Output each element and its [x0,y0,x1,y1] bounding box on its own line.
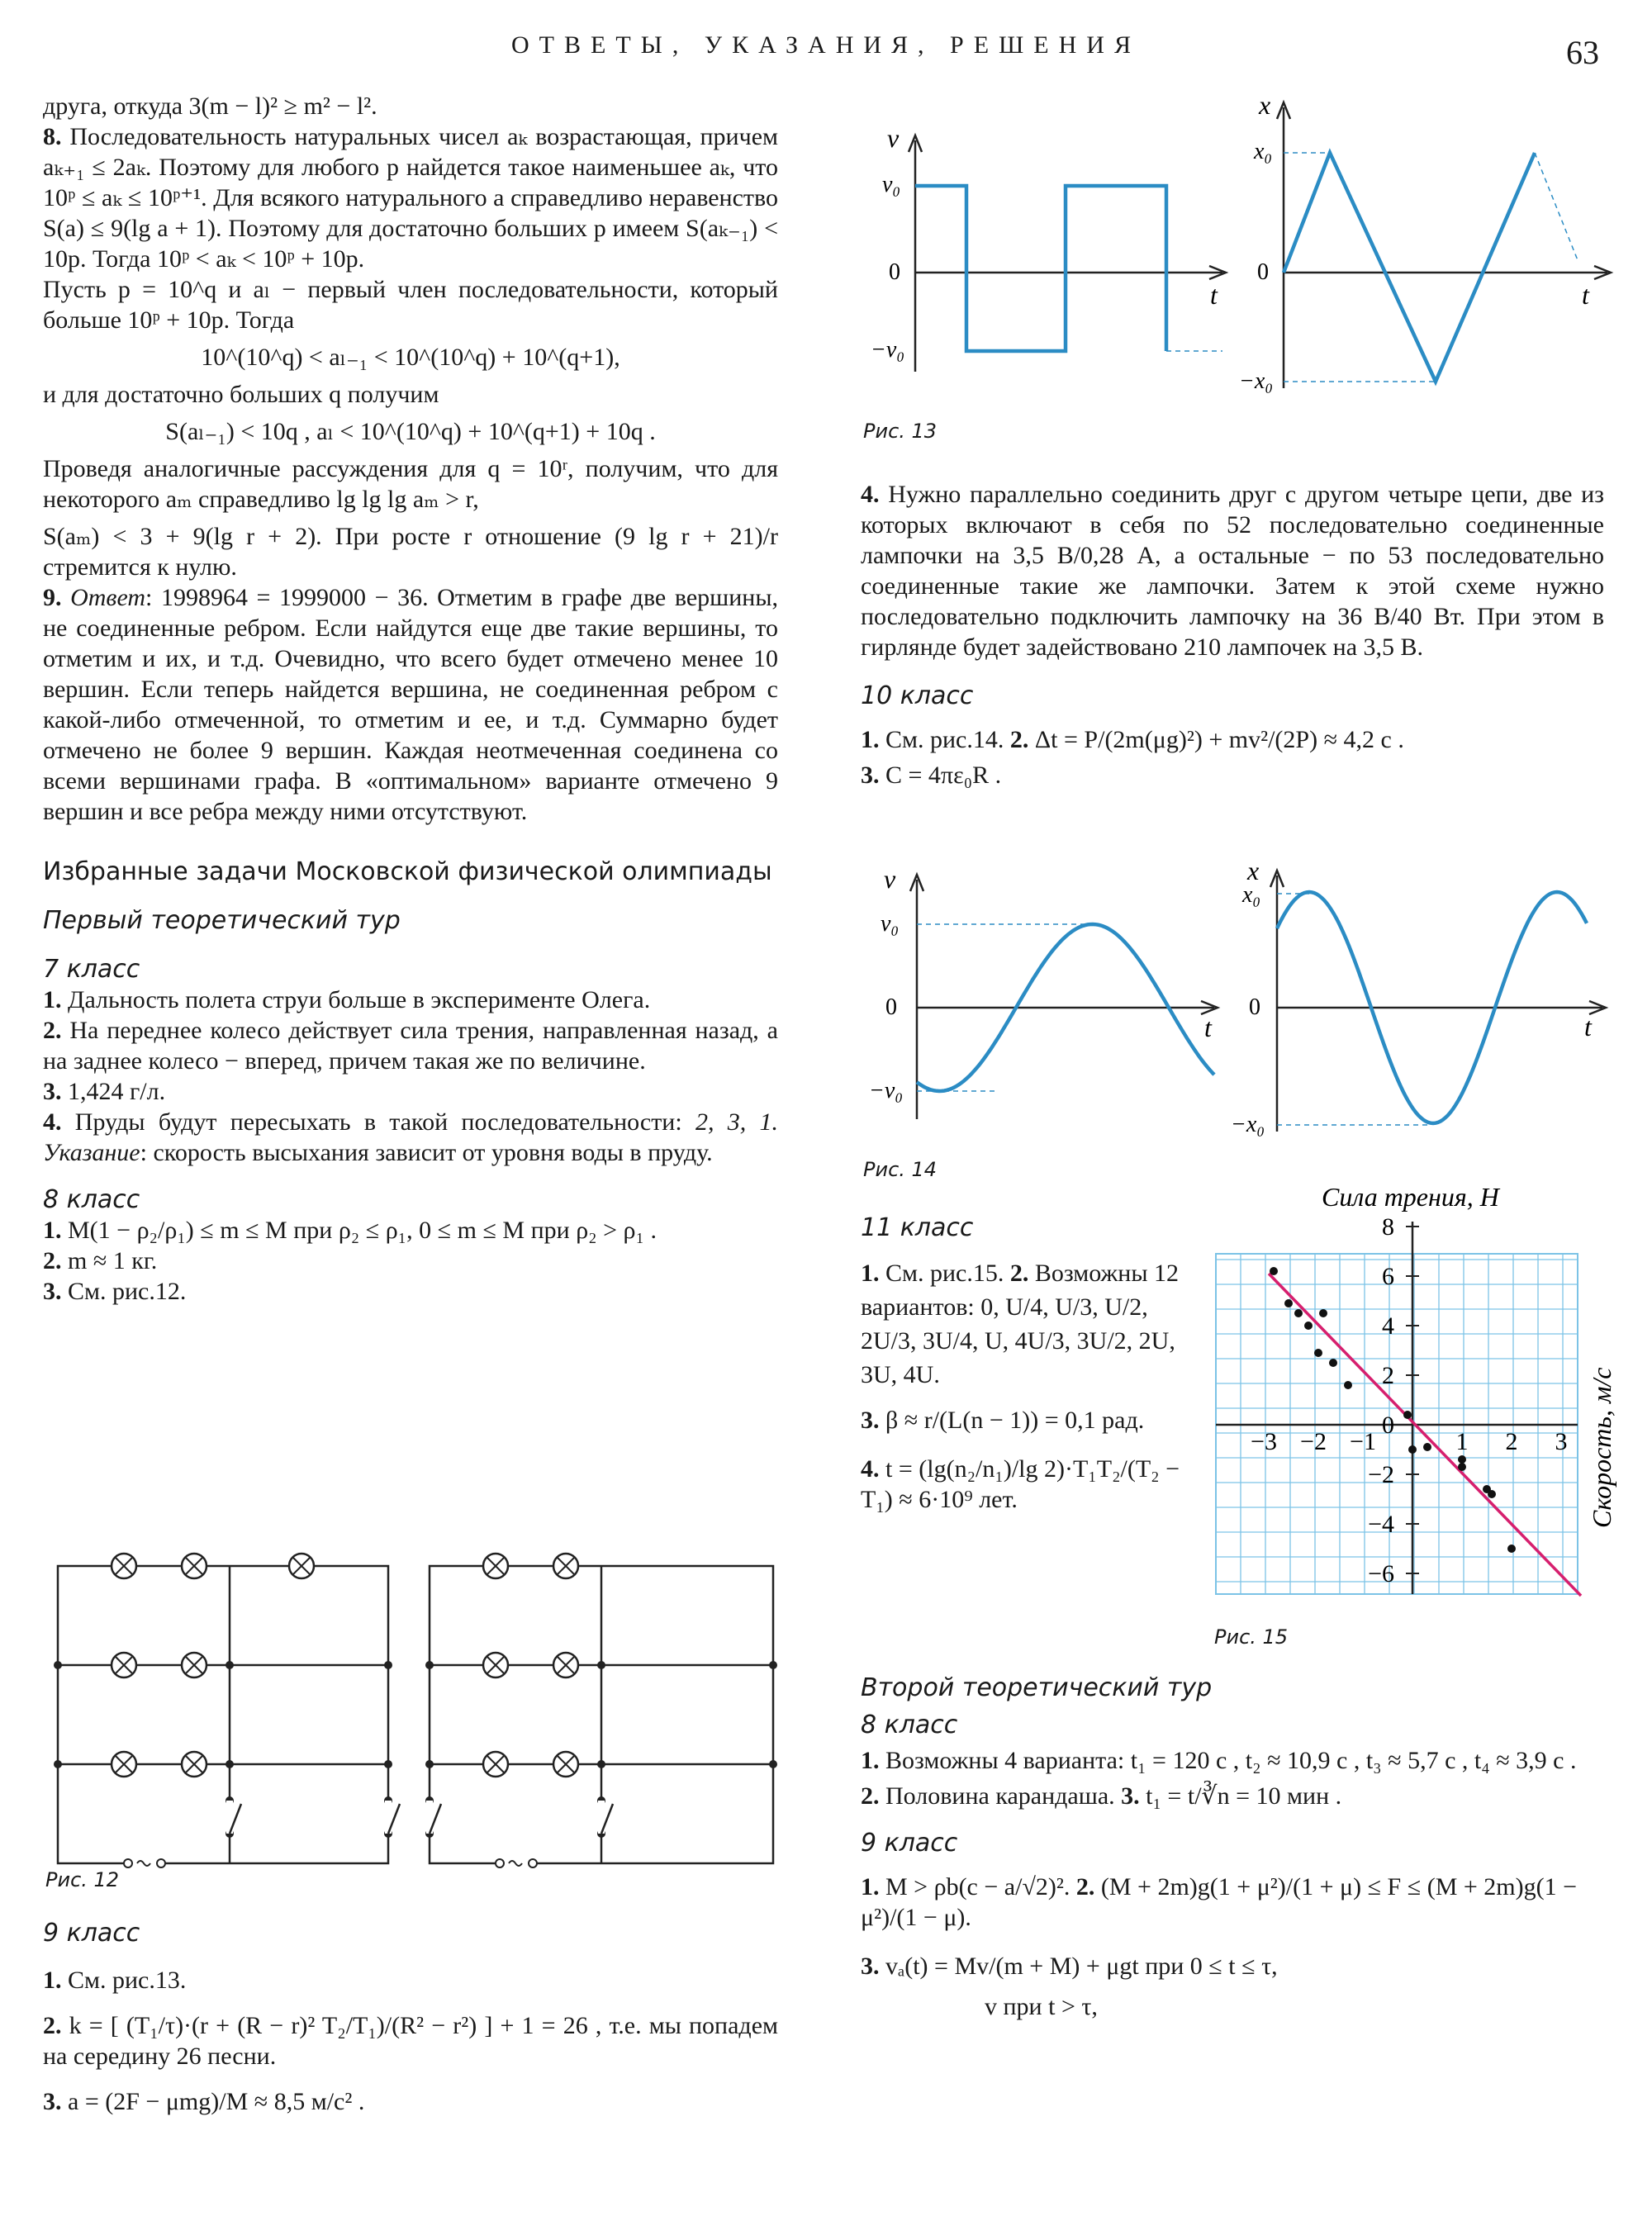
lamp-icon [182,1554,206,1578]
paragraph: 8. Последовательность натуральных чисел aₖ возрастающая, причем aₖ₊₁ ≤ 2aₖ. Поэтому для любого p найдется такое наименьшее aₖ, что 10ᵖ ≤ aₖ ≤ 10ᵖ⁺¹. Для всякого натурального a справедливо неравенство S(a) ≤ 9(lg a + 1). Поэтому для достаточно больших p имеем S(aₖ₋₁) < 10p. Тогда 10ᵖ < aₖ < 10ᵖ + 10p. [43,123,778,273]
lamp-icon [553,1653,578,1677]
switch-icons [230,1804,613,1834]
y-tick-label: 4 [1382,1312,1394,1340]
right-column-middle [861,1212,1191,1515]
y-tick-label: −6 [1368,1560,1394,1587]
data-point [1319,1309,1327,1317]
answer-item: 4. t = (lg(n₂/n₁)/lg 2)·T₁T₂/(T₂ − T₁) ≈ 6·10⁹ лет. [861,1455,1180,1513]
lamp-icon [483,1554,508,1578]
lamp-icon [112,1554,136,1578]
answer-item: 3. 1,424 г/л. [43,1078,166,1105]
answer-item: 1. См. рис.15. 2. Возможны 12 вариантов: 0, U/4, U/3, U/2, 2U/3, 3U/4, U, 4U/3, 3U/2, 2U, 3U, 4U. [861,1260,1179,1388]
answer-item: 3. β ≈ r/(L(n − 1)) = 0,1 рад. [861,1407,1145,1434]
answer-item: 1. См. рис.14. 2. Δt = P/(2m(μg)²) + mv²/(2P) ≈ 4,2 с . [861,726,1404,753]
answer-item: 2. k = [ (T₁/τ)·(r + (R − r)² T₂/T₁)/(R² − r²) ] + 1 = 26 , т.е. мы попадем на середину 26 песни. [43,2012,778,2070]
axis-tick-v0: v₀ [881,911,900,937]
axis-label-t: t [1582,280,1589,310]
running-title: ОТВЕТЫ, УКАЗАНИЯ, РЕШЕНИЯ [511,31,1141,59]
figure-caption: Рис. 15 [1214,1625,1289,1649]
lamp-icon [483,1752,508,1777]
answer-item: 1. Возможны 4 варианта: t₁ = 120 с , t₂ ≈ 10,9 с , t₃ ≈ 5,7 с , t₄ ≈ 3,9 с . [861,1747,1577,1774]
chart-xlabel: Скорость, м/с [1587,1367,1616,1528]
axis-tick-x0: x₀ [1242,882,1261,908]
x-tick-label: −3 [1251,1428,1277,1455]
answer-item: 2. На переднее колесо действует сила трения, направленная назад, а на заднее колесо − вперед, причем такая же по величине. [43,1017,778,1075]
data-point [1270,1267,1278,1275]
lamp-icon [182,1752,206,1777]
data-point [1488,1490,1496,1498]
y-tick-label: 0 [1382,1412,1394,1439]
data-point [1408,1445,1417,1454]
answer-item: 1. См. рис.13. [43,1967,187,1994]
figure-caption: Рис. 14 [863,1158,938,1181]
paragraph: Пусть p = 10^q и aₗ − первый член последовательности, который больше 10ᵖ + 10p. Тогда [43,276,778,334]
axis-label-t: t [1210,280,1218,310]
axis-label-x: x [1247,856,1260,885]
axis-tick-zero: 0 [1249,994,1260,1020]
lamp-icon [289,1554,314,1578]
data-point [1294,1309,1303,1317]
axis-tick-v0: v₀ [882,172,901,197]
data-point [1284,1299,1293,1307]
formula: S(aₗ₋₁) < 10q , aₗ < 10^(10^q) + 10^(q+1) + 10q . [165,418,656,445]
figure-13-velocity-graph [859,124,1222,388]
answer-item: 3. См. рис.12. [43,1278,187,1305]
lamp-icon [112,1653,136,1677]
lamp-icon [553,1554,578,1578]
figure-caption: Рис. 13 [863,420,938,443]
lamp-icon [182,1653,206,1677]
axis-label-v: v [884,864,896,894]
grade-title: 8 класс [861,1711,958,1739]
data-point [1423,1443,1431,1451]
section-title: Избранные задачи Московской физической олимпиады [43,857,772,886]
data-point [1304,1322,1313,1330]
axis-tick-x0: x₀ [1254,139,1273,164]
round-title: Второй теоретический тур [861,1673,1213,1702]
lamp-icon [553,1752,578,1777]
answer-item: 1. Дальность полета струи больше в эксперименте Олега. [43,986,651,1013]
x-tick-label: 3 [1555,1428,1568,1455]
axis-tick-minus-x0: −x₀ [1239,368,1274,394]
axis-label-t: t [1204,1013,1212,1042]
figure-14-position-graph [1231,856,1619,1140]
formula: 10^(10^q) < aₗ₋₁ < 10^(10^q) + 10^(q+1), [201,344,620,371]
paragraph: друга, откуда 3(m − l)² ≥ m² − l². [43,93,377,120]
axis-label-v: v [887,123,900,153]
paragraph: 9. Ответ: 1998964 = 1999000 − 36. Отметим в графе две вершины, не соединенные ребром. Если найдутся еще две такие вершины, то отметим и их, и т.д. Очевидно, что всего будет отмечено менее 10 вершин. Если теперь найдется вершина, не соединенная ребром с какой-либо отмеченной, то отметим и ее, и т.д. Суммарно будет отмечено не более 9 вершин. Каждая неотмеченная соединена со всеми вершинами графа. В «оптимальном» варианте отмечено 9 вершин и все ребра между ними отсутствуют. [43,584,779,825]
axis-tick-zero: 0 [1257,259,1269,285]
x-tick-label: 1 [1455,1428,1469,1455]
round-title: Первый теоретический тур [43,906,401,935]
data-point [1458,1455,1466,1464]
answer-item: 1. M(1 − ρ₂/ρ₁) ≤ m ≤ M при ρ₂ ≤ ρ₁, 0 ≤ m ≤ M при ρ₂ > ρ₁ . [43,1217,657,1244]
x-tick-label: −2 [1300,1428,1327,1455]
data-point [1344,1381,1352,1389]
answer-item: 4. Пруды будут пересыхать в такой последовательности: 2, 3, 1. Указание: скорость высыхания зависит от уровня воды в пруду. [43,1108,779,1166]
answer-item: 3. vₐ(t) = Mv/(m + M) + μgt при 0 ≤ t ≤ τ, [861,1953,1278,1980]
lamp-icon [483,1653,508,1677]
right-column-bottom [861,1673,1604,2022]
answer-item: 2. Половина карандаша. 3. t₁ = t/∛n = 10 мин . [861,1782,1342,1810]
right-column-top [861,479,1604,790]
answer-item: 3. a = (2F − μmg)/M ≈ 8,5 м/с² . [43,2088,365,2115]
data-point [1458,1463,1466,1471]
data-point [1507,1545,1516,1553]
chart-ylabel: Сила трения, Н [1322,1182,1499,1212]
y-tick-label: 8 [1382,1213,1394,1241]
axis-tick-zero: 0 [885,994,897,1020]
y-tick-label: 6 [1382,1263,1394,1290]
y-tick-label: −2 [1368,1461,1394,1488]
answer-item: 2. m ≈ 1 кг. [43,1247,158,1274]
figure-caption: Рис. 12 [45,1868,120,1891]
paragraph: Проведя аналогичные рассуждения для q = 10ʳ, получим, что для некоторого aₘ справедливо lg lg lg aₘ > r, [43,455,778,513]
axis-tick-zero: 0 [889,259,900,285]
answer-item: 3. C = 4πε₀R . [861,762,1002,789]
grade-title: 9 класс [43,1919,140,1948]
paragraph: и для достаточно больших q получим [43,381,439,408]
left-column [43,91,778,1307]
axis-label-x: x [1259,90,1271,120]
paragraph: S(aₘ) < 3 + 9(lg r + 2). При росте r отношение (9 lg r + 21)/r стремится к нулю. [43,523,778,581]
axis-tick-minus-v0: −v₀ [871,337,905,363]
y-tick-label: −4 [1368,1511,1394,1538]
figure-14-velocity-graph [851,863,1214,1136]
axis-label-t: t [1584,1012,1592,1042]
left-column-bottom [43,1918,778,2117]
figure-13-position-graph [1239,91,1619,405]
axis-tick-minus-x0: −x₀ [1231,1112,1265,1137]
grade-title: 9 класс [861,1829,958,1858]
x-tick-label: −1 [1350,1428,1376,1455]
figure-12-circuits [50,1553,785,1867]
y-tick-label: 2 [1382,1362,1394,1389]
figure-15-chart [1206,1181,1627,1611]
grade-title: 11 класс [861,1213,974,1242]
grade-title: 7 класс [43,955,140,984]
answer-item: v при t > τ, [985,1993,1098,2020]
data-point [1314,1349,1322,1357]
data-point [1329,1359,1337,1367]
lamp-icon [112,1752,136,1777]
answer-item: 4. Нужно параллельно соединить друг с другом четыре цепи, две из которых включают в себя по 52 последовательно соединенные лампочки на 3,5 В/0,28 А, а остальные − по 53 последовательно соединенные такие же лампочки. Затем к этой схеме нужно последовательно подключить лампочку на 36 В/40 Вт. При этом в гирлянде будет задействовано 210 лампочек на 3,5 В. [861,481,1604,661]
data-point [1403,1411,1412,1419]
x-tick-label: 2 [1505,1428,1518,1455]
grade-title: 10 класс [861,681,974,710]
grade-title: 8 класс [43,1185,140,1214]
page-number: 63 [1566,34,1599,71]
answer-item: 1. M > ρb(c − a/√2)². 2. (M + 2m)g(1 + μ²)/(1 + μ) ≤ F ≤ (M + 2m)g(1 − μ²)/(1 − μ). [861,1873,1578,1931]
axis-tick-minus-v0: −v₀ [869,1078,904,1103]
